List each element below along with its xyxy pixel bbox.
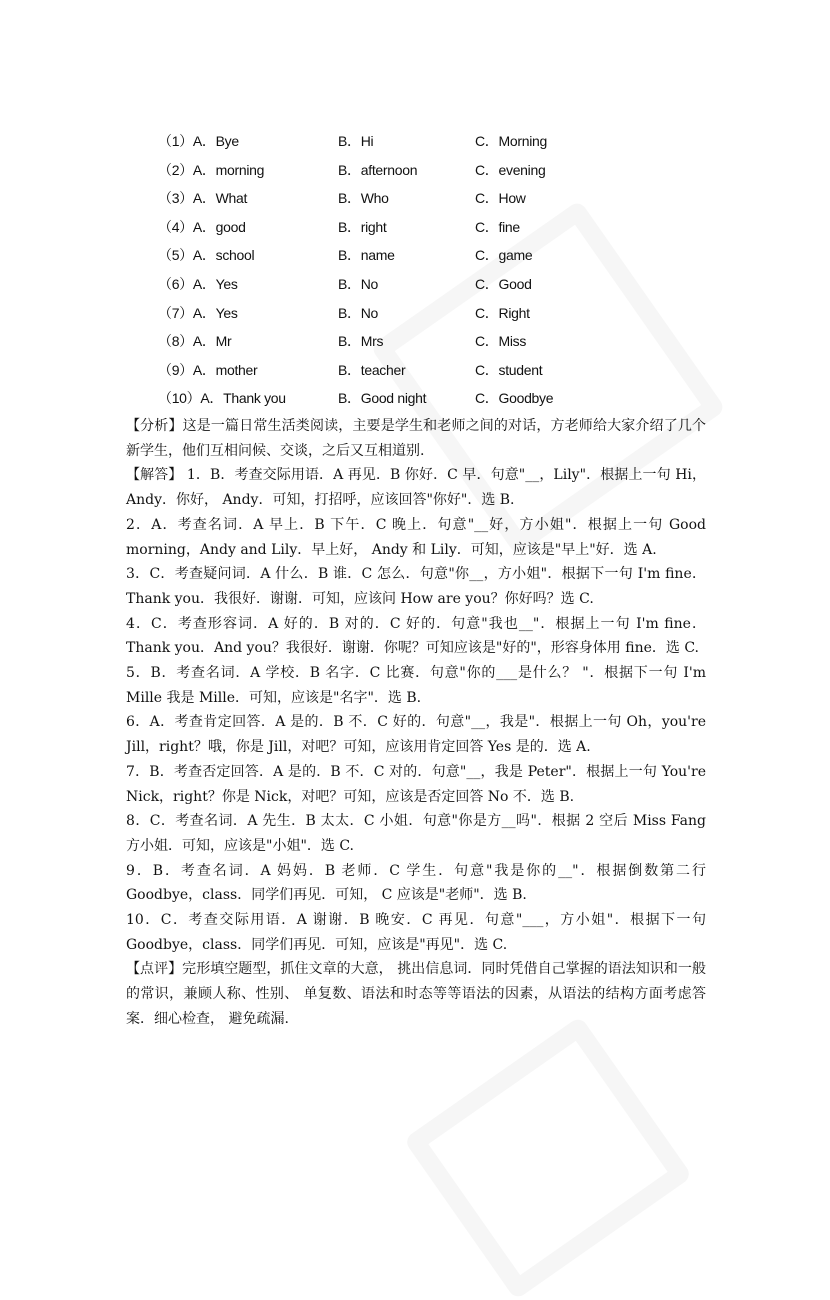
option-a: （5）A．school [158, 247, 255, 264]
option-c: C．Right [475, 304, 530, 321]
answer-paragraph: 8．C．考查名词．A 先生．B 太太．C 小姐．句意"你是方__吗"．根据 2 空后 Miss Fang 方小姐．可知，应该是"小姐"．选 C. [126, 813, 706, 854]
option-b: B．Mrs [338, 333, 384, 350]
option-a: （10）A．Thank you [158, 390, 286, 407]
analysis-paragraph: 【分析】这是一篇日常生活类阅读，主要是学生和老师之间的对话，方老师给大家介绍了几个新学生，他们互相问候、交谈，之后又互相道别. [126, 418, 706, 459]
answer-paragraph: 3．C．考查疑问词．A 什么．B 谁．C 怎么．句意"你__，方小姐"．根据下一句 I'm fine．Thank you．我很好．谢谢．可知，应该问 How are you？你好吗？选 C. [126, 566, 706, 607]
option-c: C．game [475, 247, 533, 264]
option-b: B．Who [338, 190, 389, 207]
option-row [158, 328, 618, 357]
option-a: （9）A．mother [158, 361, 258, 378]
option-row [158, 214, 618, 243]
option-row [158, 128, 618, 157]
answer-paragraph: 4．C．考查形容词．A 好的．B 对的．C 好的．句意"我也__"．根据上一句 I'm fine．Thank you．And you？我很好．谢谢．你呢？可知应该是"好的"，形容身体用 fine．选 C. [126, 615, 706, 657]
option-c: C．How [475, 190, 526, 207]
answer-paragraph: 【解答】 1．B．考查交际用语．A 再见．B 你好．C 早．句意"__，Lily"．根据上一句 Hi，Andy．你好， Andy．可知，打招呼，应该回答"你好"．选 B. [126, 467, 706, 509]
option-a: （7）A．Yes [158, 304, 238, 321]
option-c: C．fine [475, 218, 520, 235]
option-a: （8）A．Mr [158, 333, 232, 350]
answer-paragraph: 10．C．考查交际用语．A 谢谢．B 晚安．C 再见．句意"___，方小姐"．根据下一句 Goodbye，class．同学们再见．可知，应该是"再见"．选 C. [126, 912, 706, 953]
option-b: B．Hi [338, 133, 374, 149]
answer-paragraph: 9．B．考查名词．A 妈妈．B 老师．C 学生．句意"我是你的__"．根据倒数第二行 Goodbye，class．同学们再见．可知， C 应该是"老师"．选 B. [126, 862, 706, 904]
option-a: （1）A．Bye [158, 133, 239, 149]
option-row [158, 157, 618, 186]
option-c: C．Miss [475, 333, 527, 350]
option-c: C．Good [475, 275, 532, 292]
option-a: （2）A．morning [158, 161, 265, 178]
option-b: B．No [338, 304, 379, 321]
comment-paragraph: 【点评】完形填空题型，抓住文章的大意， 挑出信息词．同时凭借自己掌握的语法知识和一般的常识，兼顾人称、性别、 单复数、语法和时态等等语法的因素，从语法的结构方面考虑答案．细心检查， 避免疏漏. [126, 961, 706, 1027]
option-row [158, 271, 618, 300]
option-a: （3）A．What [158, 190, 248, 207]
option-c: C．Morning [475, 133, 547, 149]
option-row [158, 185, 618, 214]
option-row [158, 385, 618, 414]
option-b: B．afternoon [338, 161, 418, 178]
option-a: （4）A．good [158, 218, 246, 235]
option-b: B．No [338, 275, 379, 292]
answer-options [158, 128, 618, 414]
option-b: B．teacher [338, 361, 406, 378]
watermark [403, 1016, 692, 1300]
explanation-text [126, 414, 706, 1032]
option-row [158, 300, 618, 329]
answer-paragraph: 7．B．考查否定回答．A 是的．B 不．C 对的．句意"__，我是 Peter"．根据上一句 You're Nick，right？你是 Nick，对吧？可知，应该是否定回答 No 不．选 B. [126, 763, 706, 805]
answer-paragraph: 6．A．考查肯定回答．A 是的．B 不．C 好的．句意"__，我是"．根据上一句 Oh，you're Jill，right？哦，你是 Jill，对吧？可知，应该用肯定回答 Yes 是的．选 A. [126, 714, 706, 756]
option-c: C．Goodbye [475, 390, 554, 407]
option-b: B．Good night [338, 390, 427, 407]
option-row [158, 357, 618, 386]
option-a: （6）A．Yes [158, 275, 238, 292]
option-row [158, 242, 618, 271]
option-c: C．student [475, 361, 543, 378]
answer-paragraph: 5．B．考查名词．A 学校．B 名字．C 比赛．句意"你的___是什么？ "．根据下一句 I'm Mille 我是 Mille．可知，应该是"名字"．选 B. [126, 665, 706, 706]
option-b: B．name [338, 247, 395, 264]
option-c: C．evening [475, 161, 546, 178]
answer-paragraph: 2．A．考查名词．A 早上．B 下午．C 晚上．句意"__好，方小姐"．根据上一句 Good morning，Andy and Lily．早上好， Andy 和 Lily．可知，应该是"早上"好．选 A. [126, 516, 706, 558]
option-b: B．right [338, 218, 387, 235]
